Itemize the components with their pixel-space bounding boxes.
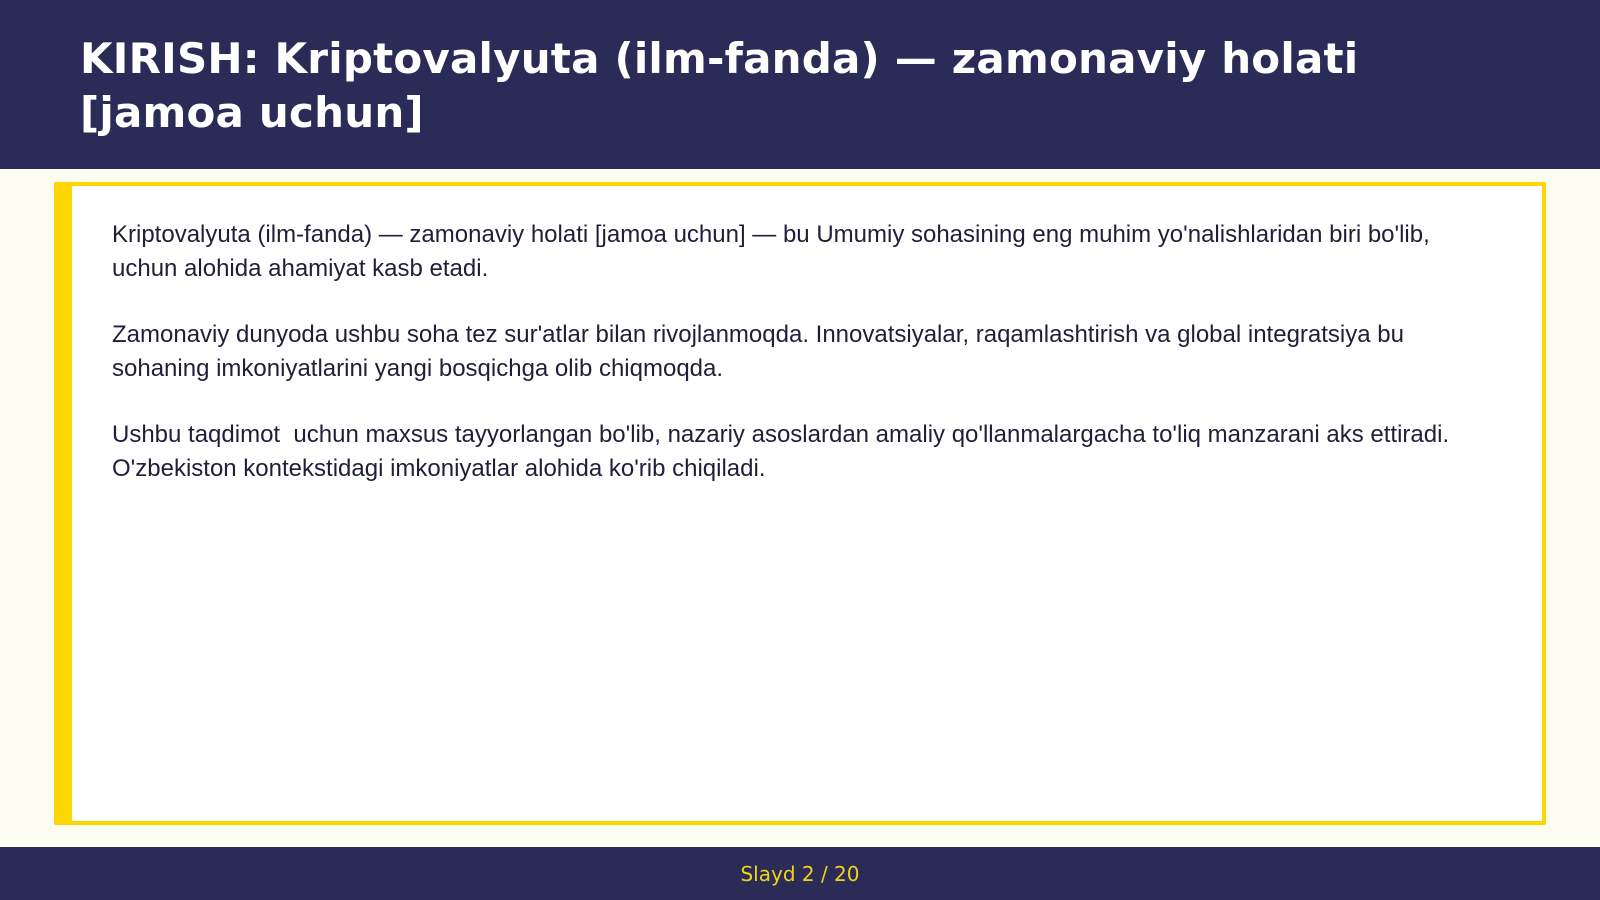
- paragraph-intro: Kriptovalyuta (ilm-fanda) — zamonaviy holati [jamoa uchun] — bu Umumiy sohasining eng muhim yo'nalishlaridan biri bo'lib, uchun alohida ahamiyat kasb etadi.: [112, 221, 1444, 282]
- slide-title: KIRISH: Kriptovalyuta (ilm-fanda) — zamonaviy holati [jamoa uchun]: [80, 34, 1359, 137]
- slide-header: [0, 0, 1600, 169]
- content-box: [54, 182, 1546, 825]
- slide-counter: Slayd 2 / 20: [740, 861, 860, 886]
- slide-footer: [0, 847, 1600, 900]
- paragraph-presentation-purpose: Ushbu taqdimot uchun maxsus tayyorlangan bo'lib, nazariy asoslardan amaliy qo'llanmalargacha to'liq manzarani aks ettiradi. O'zbekiston kontekstidagi imkoniyatlar alohida ko'rib chiqiladi.: [112, 421, 1456, 482]
- paragraph-modern-world: Zamonaviy dunyoda ushbu soha tez sur'atlar bilan rivojlanmoqda. Innovatsiyalar, raqamlashtirish va global integratsiya bu sohaning imkoniyatlarini yangi bosqichga olib chiqmoqda.: [112, 321, 1411, 382]
